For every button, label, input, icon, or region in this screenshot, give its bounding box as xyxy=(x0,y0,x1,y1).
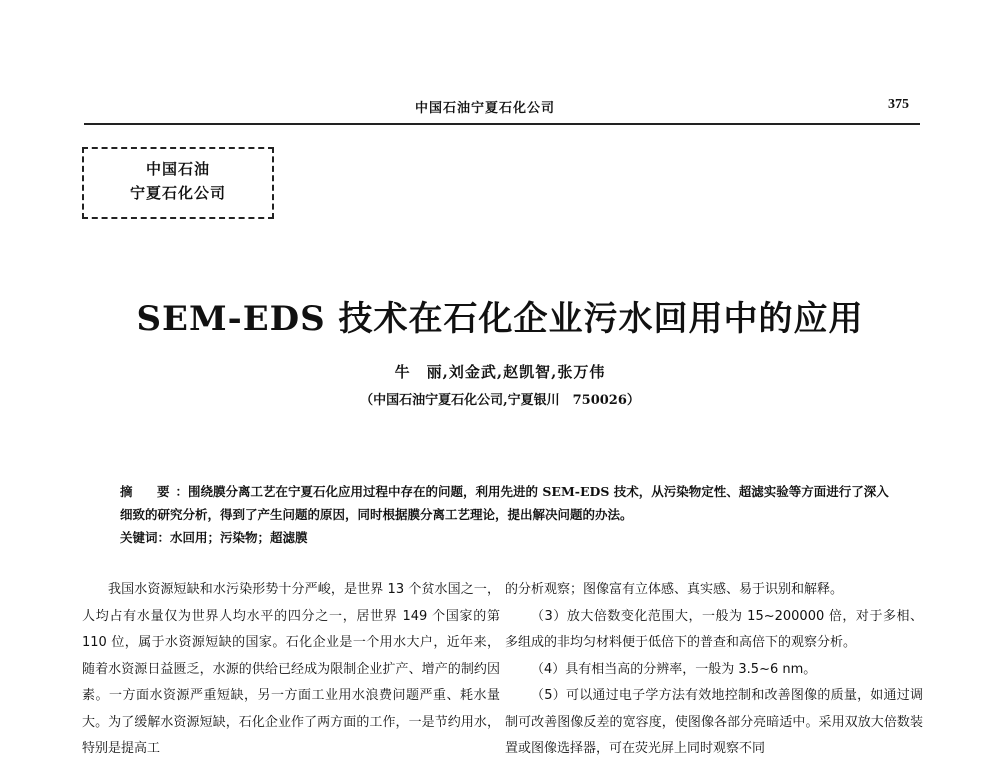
body-paragraph: 我国水资源短缺和水污染形势十分严峻，是世界 13 个贫水国之一，人均占有水量仅为世界人均水平的四分之一，居世界 149 个国家的第 110 位，属于水资源短缺的国家。石化企业是一个用水大户，近年来，随着水资源日益匮乏，水源的供给已经成为限制企业扩产、增产的制约因素。一方面水资源严重短缺，另一方面工业用水浪费问题严重、耗水量大。为了缓解水资源短缺，石化企业作了两方面的工作，一是节约用水，特别是提高工 xyxy=(82,582,500,756)
affiliation: （中国石油宁夏石化公司,宁夏银川 750026） xyxy=(360,393,640,408)
body-paragraph: （5）可以通过电子学方法有效地控制和改善图像的质量，如通过调制可改善图像反差的宽容度，使图像各部分亮暗适中。采用双放大倍数装置或图像选择器，可在荧光屏上同时观察不同 xyxy=(505,688,923,756)
body-paragraph: （4）具有相当高的分辨率，一般为 3.5~6 nm。 xyxy=(531,661,817,677)
body-column-right xyxy=(505,577,923,763)
header-rule xyxy=(84,123,920,125)
body-paragraph: （3）放大倍数变化范围大，一般为 15~200000 倍，对于多相、多组成的非均匀材料便于低倍下的普查和高倍下的观察分析。 xyxy=(505,608,923,650)
keywords-line: 关键词：水回用；污染物；超滤膜 xyxy=(120,530,308,545)
abstract-label: 摘 要 xyxy=(120,484,176,499)
abstract-paragraph: 摘 要：围绕膜分离工艺在宁夏石化应用过程中存在的问题，利用先进的 SEM-EDS 技术，从污染物定性、超滤实验等方面进行了深入细致的研究分析，得到了产生问题的原因，同时根据膜分离工艺理论，提出解决问题的办法。 xyxy=(120,484,889,522)
paper-title: SEM-EDS 技术在石化企业污水回用中的应用 xyxy=(136,299,864,339)
body-column-left xyxy=(82,577,500,763)
stamp-line-1: 中国石油 xyxy=(145,160,210,178)
body-paragraph: 的分析观察；图像富有立体感、真实感、易于识别和解释。 xyxy=(505,582,844,597)
keywords-label: 关键词 xyxy=(120,530,158,545)
abstract-block xyxy=(120,480,890,549)
institution-stamp xyxy=(82,147,274,219)
abstract-text: 围绕膜分离工艺在宁夏石化应用过程中存在的问题，利用先进的 SEM-EDS 技术，从污染物定性、超滤实验等方面进行了深入细致的研究分析，得到了产生问题的原因，同时根据膜分离工艺理论，提出解决问题的办法。 xyxy=(120,484,889,522)
stamp-line-2: 宁夏石化公司 xyxy=(129,184,226,202)
author-list: 牛 丽,刘金武,赵凯智,张万伟 xyxy=(394,363,606,381)
page-number: 375 xyxy=(888,97,909,112)
keywords-text: 水回用；污染物；超滤膜 xyxy=(170,530,308,545)
journal-name: 中国石油宁夏石化公司 xyxy=(415,101,556,116)
running-header xyxy=(0,97,1000,117)
